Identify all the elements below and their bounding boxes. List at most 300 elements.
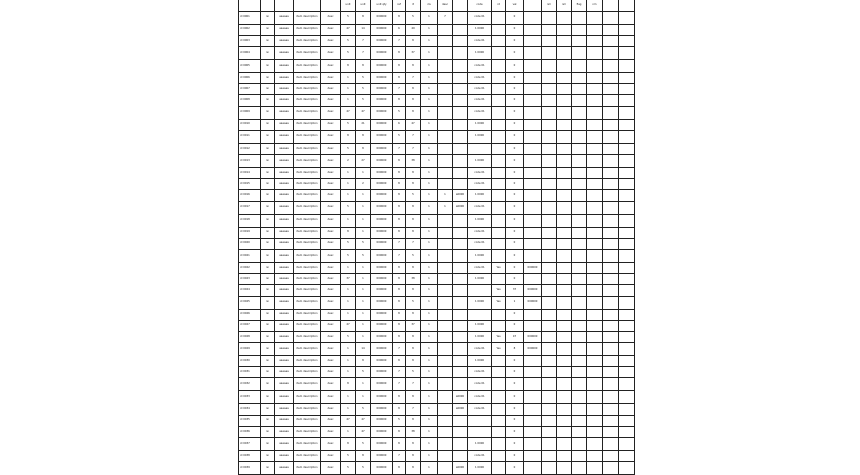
table-cell[interactable] [557, 331, 572, 342]
table-cell[interactable] [542, 378, 557, 391]
table-cell[interactable]: item description [294, 24, 321, 35]
table-cell[interactable] [542, 462, 557, 475]
table-cell[interactable]: 5 [356, 249, 371, 262]
table-cell[interactable]: 1 [356, 168, 371, 179]
table-cell[interactable]: 0 [506, 155, 524, 168]
table-cell[interactable]: 0 [506, 249, 524, 262]
table-cell[interactable]: desc [321, 367, 341, 378]
table-cell[interactable]: 8 [356, 356, 371, 367]
table-cell[interactable]: 7 [393, 378, 406, 391]
table-cell[interactable] [492, 190, 506, 201]
table-cell[interactable]: 1 [421, 106, 438, 119]
table-cell[interactable]: 8 [393, 426, 406, 437]
table-cell[interactable] [603, 426, 619, 437]
table-cell[interactable]: item description [294, 415, 321, 426]
table-cell[interactable]: desc [321, 415, 341, 426]
table-cell[interactable] [453, 415, 468, 426]
table-cell[interactable]: 5 [406, 367, 421, 378]
table-cell[interactable]: aaaaaa [275, 214, 294, 227]
table-cell[interactable]: id 0022 [239, 262, 261, 273]
table-cell[interactable]: 47 [506, 331, 524, 342]
table-cell[interactable] [438, 378, 453, 391]
table-cell[interactable] [542, 249, 557, 262]
table-cell[interactable]: item description [294, 60, 321, 73]
table-cell[interactable] [524, 462, 542, 475]
table-cell[interactable] [587, 274, 603, 285]
table-cell[interactable]: 1 [421, 35, 438, 46]
table-cell[interactable] [524, 47, 542, 60]
table-cell[interactable]: 1 [421, 168, 438, 179]
table-cell[interactable]: 5 [393, 106, 406, 119]
table-cell[interactable] [572, 438, 587, 451]
table-cell[interactable]: 1 0000 [468, 24, 492, 35]
table-cell[interactable]: 1 [421, 438, 438, 451]
table-cell[interactable] [438, 367, 453, 378]
table-cell[interactable] [587, 106, 603, 119]
table-cell[interactable]: id 0004 [239, 47, 261, 60]
table-cell[interactable] [603, 227, 619, 238]
table-cell[interactable]: item description [294, 214, 321, 227]
table-cell[interactable] [572, 214, 587, 227]
table-cell[interactable] [542, 60, 557, 73]
table-cell[interactable]: 8 [356, 143, 371, 154]
table-cell[interactable]: nn [261, 391, 275, 404]
table-cell[interactable] [619, 309, 635, 320]
table-cell[interactable] [572, 95, 587, 106]
table-cell[interactable] [619, 451, 635, 462]
table-cell[interactable]: 1 0000 [468, 249, 492, 262]
table-cell[interactable]: desc [321, 130, 341, 143]
table-cell[interactable]: 5 [341, 143, 356, 154]
table-cell[interactable] [557, 73, 572, 84]
table-cell[interactable]: 5 [356, 238, 371, 249]
table-cell[interactable]: 1 [356, 378, 371, 391]
table-cell[interactable]: 8 [393, 331, 406, 342]
table-cell[interactable] [619, 47, 635, 60]
table-cell[interactable]: item description [294, 106, 321, 119]
table-cell[interactable]: id 0007 [239, 84, 261, 95]
table-cell[interactable]: 5 [341, 35, 356, 46]
table-cell[interactable]: 000000 [371, 24, 393, 35]
table-cell[interactable]: code 01 [468, 227, 492, 238]
table-cell[interactable] [587, 309, 603, 320]
table-cell[interactable]: 7 [393, 84, 406, 95]
table-cell[interactable]: 7 [406, 238, 421, 249]
table-cell[interactable] [542, 24, 557, 35]
table-cell[interactable]: desc [321, 238, 341, 249]
table-cell[interactable]: 1 [421, 285, 438, 296]
table-cell[interactable] [619, 73, 635, 84]
table-cell[interactable] [587, 201, 603, 214]
table-cell[interactable]: 1 [341, 84, 356, 95]
table-cell[interactable] [587, 426, 603, 437]
table-cell[interactable] [453, 60, 468, 73]
table-cell[interactable] [542, 35, 557, 46]
table-cell[interactable] [453, 356, 468, 367]
table-cell[interactable] [572, 24, 587, 35]
table-cell[interactable]: 7 [406, 143, 421, 154]
table-cell[interactable] [572, 367, 587, 378]
table-cell[interactable] [492, 426, 506, 437]
table-cell[interactable] [492, 391, 506, 404]
table-cell[interactable] [587, 404, 603, 415]
table-cell[interactable] [603, 367, 619, 378]
table-cell[interactable]: aaaaaa [275, 296, 294, 309]
table-cell[interactable]: 8 [393, 60, 406, 73]
table-cell[interactable]: desc [321, 119, 341, 130]
table-cell[interactable] [603, 143, 619, 154]
table-cell[interactable]: 37 [506, 285, 524, 296]
table-cell[interactable] [542, 438, 557, 451]
table-cell[interactable]: a0000 [453, 201, 468, 214]
table-cell[interactable] [557, 309, 572, 320]
table-cell[interactable] [438, 451, 453, 462]
table-cell[interactable]: nn [261, 95, 275, 106]
table-cell[interactable] [572, 356, 587, 367]
table-cell[interactable] [619, 168, 635, 179]
table-cell[interactable] [619, 238, 635, 249]
table-cell[interactable]: 8 [406, 451, 421, 462]
table-cell[interactable]: 8 [406, 309, 421, 320]
table-cell[interactable]: 47 [341, 106, 356, 119]
table-cell[interactable]: aaaaaa [275, 451, 294, 462]
table-cell[interactable] [557, 451, 572, 462]
table-cell[interactable]: 000000 [524, 343, 542, 356]
table-cell[interactable] [524, 119, 542, 130]
table-cell[interactable] [587, 73, 603, 84]
table-cell[interactable] [587, 190, 603, 201]
table-cell[interactable] [603, 331, 619, 342]
table-cell[interactable] [603, 179, 619, 190]
table-cell[interactable] [557, 190, 572, 201]
table-cell[interactable] [524, 11, 542, 24]
table-cell[interactable] [492, 143, 506, 154]
table-cell[interactable] [557, 356, 572, 367]
table-cell[interactable]: 47 [356, 426, 371, 437]
table-cell[interactable]: item description [294, 404, 321, 415]
table-cell[interactable]: 5 [341, 451, 356, 462]
table-cell[interactable] [603, 11, 619, 24]
table-cell[interactable] [603, 285, 619, 296]
table-cell[interactable]: 000000 [371, 343, 393, 356]
table-cell[interactable] [619, 95, 635, 106]
table-cell[interactable]: nn [261, 168, 275, 179]
table-cell[interactable] [557, 378, 572, 391]
table-cell[interactable] [492, 11, 506, 24]
table-cell[interactable] [542, 296, 557, 309]
table-cell[interactable]: item description [294, 285, 321, 296]
table-cell[interactable]: 0 [506, 214, 524, 227]
table-cell[interactable] [468, 415, 492, 426]
table-cell[interactable]: desc [321, 426, 341, 437]
table-cell[interactable]: 47 [406, 119, 421, 130]
table-cell[interactable]: 000000 [371, 331, 393, 342]
table-cell[interactable] [572, 179, 587, 190]
table-cell[interactable] [453, 451, 468, 462]
table-cell[interactable]: 8 [341, 227, 356, 238]
table-cell[interactable] [492, 356, 506, 367]
table-cell[interactable] [572, 119, 587, 130]
table-cell[interactable] [542, 155, 557, 168]
table-cell[interactable]: aaaaaa [275, 320, 294, 331]
table-cell[interactable] [453, 35, 468, 46]
table-cell[interactable]: 1 0000 [468, 462, 492, 475]
table-cell[interactable]: 1 [356, 296, 371, 309]
table-cell[interactable] [587, 168, 603, 179]
table-cell[interactable]: 1 [341, 190, 356, 201]
table-cell[interactable] [557, 438, 572, 451]
table-cell[interactable]: desc [321, 47, 341, 60]
table-cell[interactable] [603, 296, 619, 309]
table-cell[interactable] [619, 331, 635, 342]
table-cell[interactable] [438, 227, 453, 238]
table-cell[interactable] [603, 404, 619, 415]
table-cell[interactable]: nn [261, 367, 275, 378]
table-cell[interactable]: 5 [356, 367, 371, 378]
table-cell[interactable]: id 0015 [239, 179, 261, 190]
table-cell[interactable]: aaaaaa [275, 309, 294, 320]
table-cell[interactable] [572, 343, 587, 356]
table-cell[interactable]: item description [294, 95, 321, 106]
table-cell[interactable] [438, 179, 453, 190]
table-cell[interactable]: Yes [492, 285, 506, 296]
table-cell[interactable]: 0 [506, 309, 524, 320]
table-cell[interactable]: 000000 [371, 60, 393, 73]
table-cell[interactable] [603, 119, 619, 130]
table-cell[interactable]: 000000 [371, 227, 393, 238]
table-cell[interactable]: 1 [421, 155, 438, 168]
table-cell[interactable] [524, 438, 542, 451]
table-cell[interactable]: 1 0000 [468, 296, 492, 309]
table-cell[interactable]: 0 [506, 320, 524, 331]
table-cell[interactable]: desc [321, 201, 341, 214]
table-cell[interactable] [587, 451, 603, 462]
table-cell[interactable] [542, 356, 557, 367]
table-cell[interactable]: 000000 [371, 356, 393, 367]
table-cell[interactable] [542, 190, 557, 201]
table-cell[interactable]: 000000 [371, 95, 393, 106]
table-cell[interactable]: 1 [341, 404, 356, 415]
table-cell[interactable] [572, 11, 587, 24]
table-cell[interactable] [542, 214, 557, 227]
table-cell[interactable] [603, 95, 619, 106]
table-cell[interactable] [524, 367, 542, 378]
table-cell[interactable]: 8 [406, 214, 421, 227]
table-cell[interactable] [619, 343, 635, 356]
table-cell[interactable]: nn [261, 356, 275, 367]
table-cell[interactable]: 1 [421, 343, 438, 356]
table-cell[interactable] [619, 179, 635, 190]
table-cell[interactable]: 1 0000 [468, 320, 492, 331]
table-cell[interactable]: aaaaaa [275, 331, 294, 342]
table-cell[interactable] [619, 119, 635, 130]
table-cell[interactable] [542, 274, 557, 285]
table-cell[interactable]: code 01 [468, 367, 492, 378]
table-cell[interactable] [619, 190, 635, 201]
table-cell[interactable] [587, 214, 603, 227]
table-cell[interactable]: 000000 [371, 179, 393, 190]
table-cell[interactable]: 5 [356, 438, 371, 451]
table-cell[interactable]: desc [321, 227, 341, 238]
table-cell[interactable] [542, 404, 557, 415]
table-cell[interactable]: 5 [393, 415, 406, 426]
table-cell[interactable]: 1 [421, 274, 438, 285]
table-cell[interactable] [603, 462, 619, 475]
table-cell[interactable]: 0 [506, 119, 524, 130]
table-cell[interactable] [572, 262, 587, 273]
table-cell[interactable] [557, 201, 572, 214]
table-cell[interactable]: 1 [421, 47, 438, 60]
table-cell[interactable]: id 0023 [239, 274, 261, 285]
table-cell[interactable]: nn [261, 190, 275, 201]
table-cell[interactable]: 8 [393, 47, 406, 60]
table-cell[interactable] [492, 320, 506, 331]
table-cell[interactable]: 8 [393, 201, 406, 214]
table-cell[interactable]: desc [321, 343, 341, 356]
table-cell[interactable]: nn [261, 238, 275, 249]
table-cell[interactable]: Yes [492, 262, 506, 273]
table-cell[interactable]: 000000 [371, 119, 393, 130]
table-cell[interactable]: nn [261, 285, 275, 296]
table-cell[interactable] [438, 60, 453, 73]
table-cell[interactable] [619, 426, 635, 437]
table-cell[interactable] [492, 130, 506, 143]
table-cell[interactable] [438, 214, 453, 227]
table-cell[interactable]: id 0011 [239, 130, 261, 143]
table-cell[interactable]: 8 [393, 309, 406, 320]
table-cell[interactable]: nn [261, 73, 275, 84]
table-cell[interactable]: desc [321, 95, 341, 106]
table-cell[interactable] [619, 378, 635, 391]
table-cell[interactable]: nn [261, 155, 275, 168]
table-cell[interactable]: item description [294, 227, 321, 238]
table-cell[interactable] [619, 35, 635, 46]
table-cell[interactable] [603, 343, 619, 356]
table-cell[interactable]: aaaaaa [275, 367, 294, 378]
table-cell[interactable] [492, 214, 506, 227]
table-cell[interactable]: 000000 [524, 296, 542, 309]
table-cell[interactable]: 000000 [371, 84, 393, 95]
table-cell[interactable] [542, 285, 557, 296]
table-cell[interactable] [542, 11, 557, 24]
table-cell[interactable]: aaaaaa [275, 106, 294, 119]
table-cell[interactable]: 8 [341, 438, 356, 451]
table-cell[interactable] [492, 73, 506, 84]
table-cell[interactable]: aaaaaa [275, 11, 294, 24]
table-cell[interactable]: code 01 [468, 201, 492, 214]
table-cell[interactable] [557, 391, 572, 404]
table-cell[interactable] [603, 35, 619, 46]
table-cell[interactable]: 8 [356, 130, 371, 143]
table-cell[interactable] [438, 426, 453, 437]
table-cell[interactable]: 000000 [371, 274, 393, 285]
table-cell[interactable] [572, 320, 587, 331]
table-cell[interactable] [453, 249, 468, 262]
table-cell[interactable]: item description [294, 130, 321, 143]
table-cell[interactable] [524, 451, 542, 462]
table-cell[interactable]: 1 [341, 179, 356, 190]
table-cell[interactable]: a0000 [453, 190, 468, 201]
table-cell[interactable]: 8 [393, 95, 406, 106]
table-cell[interactable]: code 01 [468, 238, 492, 249]
table-cell[interactable] [492, 367, 506, 378]
table-cell[interactable] [542, 238, 557, 249]
table-cell[interactable]: 1 [341, 262, 356, 273]
table-cell[interactable]: nn [261, 438, 275, 451]
table-cell[interactable]: 5 [341, 47, 356, 60]
table-cell[interactable]: 1 [421, 249, 438, 262]
table-cell[interactable] [542, 143, 557, 154]
table-cell[interactable]: id 0013 [239, 155, 261, 168]
table-cell[interactable]: 000000 [371, 391, 393, 404]
table-cell[interactable] [492, 404, 506, 415]
table-cell[interactable] [619, 60, 635, 73]
table-cell[interactable]: 8 [406, 60, 421, 73]
table-cell[interactable]: desc [321, 143, 341, 154]
table-cell[interactable]: code 01 [468, 106, 492, 119]
table-cell[interactable] [619, 24, 635, 35]
table-cell[interactable] [438, 404, 453, 415]
table-cell[interactable]: nn [261, 130, 275, 143]
table-cell[interactable]: 1 [356, 274, 371, 285]
table-cell[interactable] [492, 462, 506, 475]
table-cell[interactable]: 1 [421, 119, 438, 130]
table-cell[interactable]: 000000 [371, 130, 393, 143]
table-cell[interactable]: aaaaaa [275, 249, 294, 262]
table-cell[interactable] [453, 106, 468, 119]
table-cell[interactable]: 0 [506, 262, 524, 273]
table-cell[interactable]: 000000 [371, 367, 393, 378]
table-cell[interactable]: nn [261, 84, 275, 95]
table-cell[interactable]: desc [321, 285, 341, 296]
table-cell[interactable] [524, 378, 542, 391]
table-cell[interactable]: 5 [341, 462, 356, 475]
table-cell[interactable]: 8 [406, 201, 421, 214]
table-cell[interactable] [619, 356, 635, 367]
table-cell[interactable] [619, 404, 635, 415]
table-cell[interactable]: id 0027 [239, 320, 261, 331]
table-cell[interactable]: code 01 [468, 60, 492, 73]
table-cell[interactable]: id 0006 [239, 73, 261, 84]
table-cell[interactable]: nn [261, 262, 275, 273]
table-cell[interactable]: 1 [421, 130, 438, 143]
table-cell[interactable] [587, 155, 603, 168]
table-cell[interactable] [542, 73, 557, 84]
table-cell[interactable]: item description [294, 438, 321, 451]
table-cell[interactable]: 1 [421, 404, 438, 415]
table-cell[interactable]: desc [321, 155, 341, 168]
table-cell[interactable] [587, 262, 603, 273]
table-cell[interactable] [453, 367, 468, 378]
table-cell[interactable]: item description [294, 426, 321, 437]
table-cell[interactable] [603, 415, 619, 426]
table-cell[interactable] [492, 84, 506, 95]
table-cell[interactable]: 8 [393, 168, 406, 179]
table-cell[interactable]: 0 [506, 84, 524, 95]
table-cell[interactable]: id 0030 [239, 356, 261, 367]
table-cell[interactable] [438, 130, 453, 143]
table-cell[interactable]: 1 [356, 320, 371, 331]
table-cell[interactable] [524, 95, 542, 106]
table-cell[interactable]: 37 [406, 320, 421, 331]
table-cell[interactable]: 2 [356, 179, 371, 190]
table-cell[interactable]: id 0008 [239, 95, 261, 106]
table-cell[interactable]: desc [321, 309, 341, 320]
table-cell[interactable]: a0000 [453, 391, 468, 404]
table-cell[interactable]: 1 [341, 95, 356, 106]
table-cell[interactable] [542, 320, 557, 331]
table-cell[interactable]: 1 0000 [468, 130, 492, 143]
